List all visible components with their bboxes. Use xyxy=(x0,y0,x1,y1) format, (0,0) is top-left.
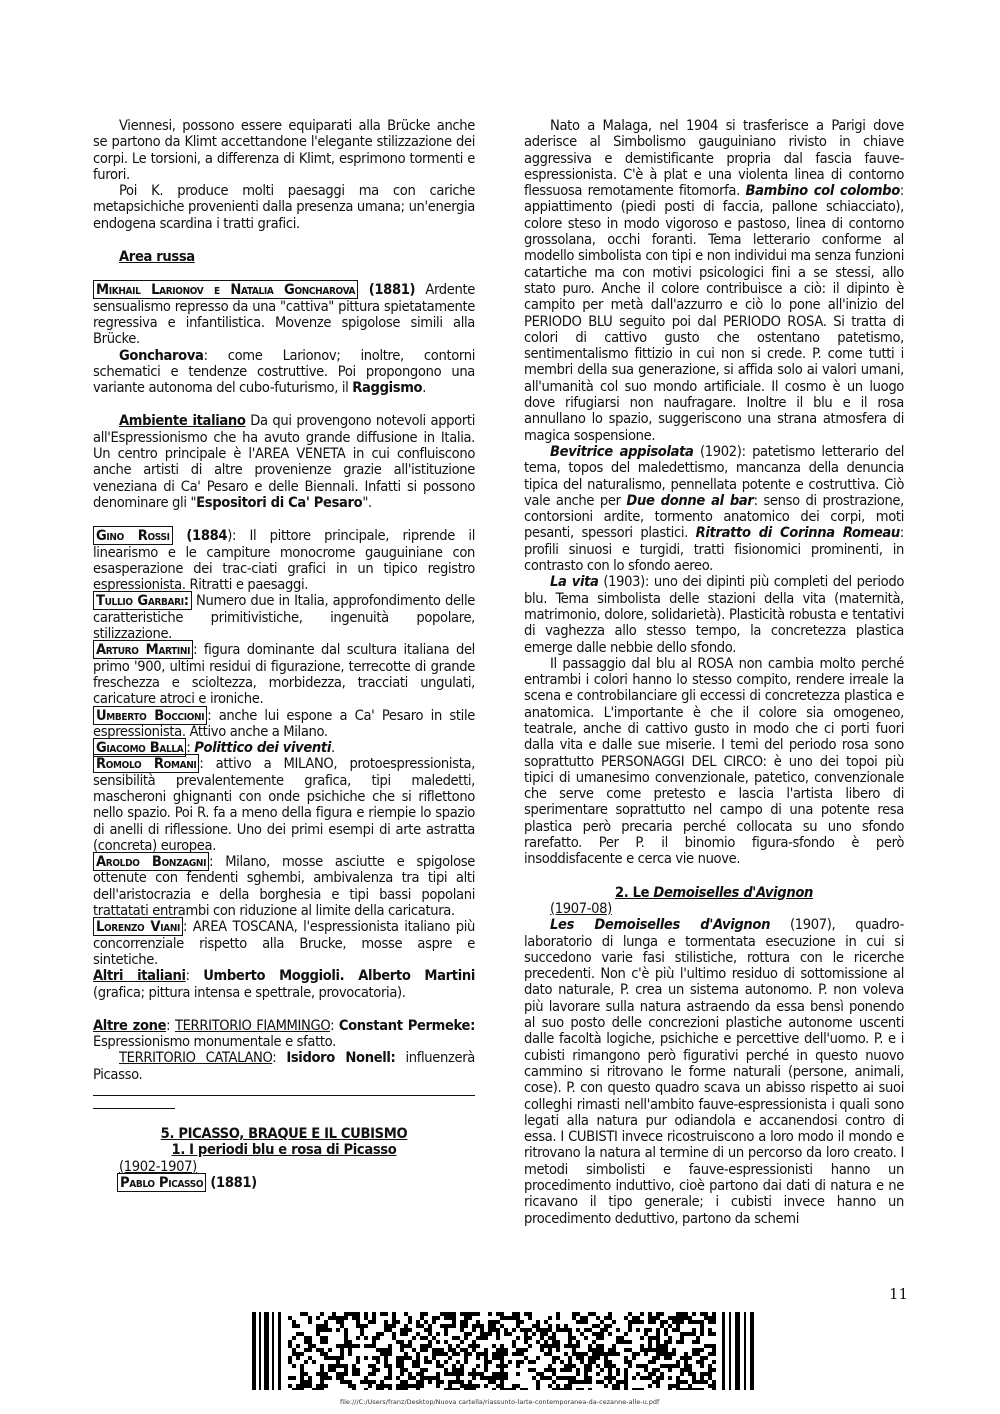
paragraph: La vita (1903): uno dei dipinti più completi del periodo blu. Tema simbolista delle stazioni della vita (maternità, matrimonio, dolore, solidarietà). Plasticità robusta e tentativi di vaghezza allo stesso tempo, la concretezza plastica emerge dalle nebbie dello sfondo. xyxy=(524,573,905,656)
paragraph: TERRITORIO CATALANO: Isidoro Nonell: influenzerà Picasso. xyxy=(93,1049,475,1083)
artist-name: Giacomo Balla xyxy=(93,738,186,757)
paragraph: Nato a Malaga, nel 1904 si trasferisce a Parigi dove aderisce al Simbolismo gauguiniano rivisto in chiave aggressiva e demistificante propria dal fascia fauve-espressionista. C'è à plat e una violenta linea di contorno flessuosa remotamente fitomorfa. Bambino col colombo: appiattimento (piedi posti di faccia, pallone schiacciato), colore steso in modo vigoroso e pastoso, linea di contorno grossolana, occhi foranti. Tema letterario conforme al modello simbolista con tipi e non individui ma senza funzioni catartiche ma con motivi psicologici fini a se stessi, allo stato puro. Anche il colore contribuisce a ciò: il dipinto è campito per metà dall'azzurro e ciò lo pone all'inizio del PERIODO BLU seguito poi dal PERIODO ROSA. Si tratta di colori di cattivo gusto che ostentano patetismo, sentimentalismo fittizio in cui non si crede. P. come tutti i membri della sua generazione, si affida solo ai valori umani, all'umanità col suo mondo artificiale. Il cosmo è un luogo dove rifugiarsi non naufragare. Inoltre il blu e il rosa annullano lo spazio, suggeriscono una strana atmosfera di magica sospensione. xyxy=(524,117,904,444)
artist-entry: Mikhail Larionov e Natalia Goncharova (1881) Ardente sensualismo represso da una "cattiva" pittura spietatamente regressiva e infantilistica. Movenze spigolose simili alla Brücke. xyxy=(93,281,475,348)
artist-name: Aroldo Bonzagni xyxy=(93,852,209,871)
artist-name: Gino Rossi xyxy=(93,526,173,545)
artist-name: Umberto Boccioni xyxy=(93,706,207,725)
artist-entry: Romolo Romani : attivo a MILANO, protoespressionista, sensibilità prevalentemente grafica, tipi maledetti, mascheroni ghignanti con onde psichiche che si riflettono nello spazio. Poi R. fa a meno della figura e riempie lo spazio di anelli di riflessione. Uno dei primi esempi di arte astratta (concreta) europea. xyxy=(93,755,476,854)
divider-line xyxy=(93,1096,175,1109)
artist-entry: Gino Rossi (1884): Il pittore principale, riprende il linearismo e le campiture monocrome gauguiniane con esasperazione dei trac-ciati grafici in un tipico registro espressionista. Ritratti e paesaggi. xyxy=(93,527,475,594)
artist-entry: Giacomo Balla : Polittico dei viventi. xyxy=(93,740,475,756)
artist-entry: Arturo Martini : figura dominante dal scultura italiana del primo '900, ultimi residui di figurazione, terrecotte di grande freschezza e scioltezza, morbidezza, tracciati ungulati, caricature atroci e ironiche. xyxy=(93,641,475,708)
artist-name: Lorenzo Viani xyxy=(93,917,183,936)
artist-entry: Tullio Garbari: Numero due in Italia, approfondimento delle caratteristiche primitivistiche, ingenuità popolare, stilizzazione. xyxy=(93,592,475,643)
paragraph: Les Demoiselles d'Avignon (1907), quadro-laboratorio di lunga e tormentata esecuzione in cui si succedono varie fasi stilistiche, rottura con le ricerche precedenti. Non c'è più l'ultimo residuo di sottomissione al dato naturale, P. crea un sistema autonomo. P. non voleva più lavorare sulla natura astraendo da essa bensì ponendo al suo posto delle concrezioni plastiche autonome uscenti dalle facoltà logiche, psichiche e percettive dell'uomo. P. e i cubisti rimangono però figurativi perché in questo nuovo cammino si ritrovano le forme naturali (persone, animali, cose). P. con questo quadro scava un abisso rispetto ai suoi colleghi rimasti nell'ambito fauve-espressionista i quali sono legati alla natura pur odiandola e accanendosi contro di essa. I CUBISTI invece ricostruiscono a loro modo il mondo e ritrovano la natura al termine di un percorso da loro creato. I metodi simbolisti e fauve-espressionisti hanno un procedimento induttivo, cioè partono dai dati di natura e ne ricavano il tipo generale; i cubisti invece hanno un procedimento deduttivo, partono da schemi xyxy=(524,916,904,1227)
artist-entry: Aroldo Bonzagni : Milano, mosse asciutte e spigolose ottenute con fendenti sghembi, ambivalenza tra tipi alti dell'aristocrazia e della borghesia e tipi bassi popolani trattatati entrambi con riduzione al limite della caricatura. xyxy=(93,853,475,920)
left-column xyxy=(93,118,475,1191)
paragraph: Viennesi, possono essere equiparati alla Brücke anche se partono da Klimt accettandone l'elegante stilizzazione dei corpi. Le torsioni, a differenza di Klimt, esprimono tormenti e furori. xyxy=(93,117,475,183)
divider-line xyxy=(93,1083,475,1096)
barcode-image xyxy=(252,1312,756,1390)
artist-name: Mikhail Larionov e Natalia Goncharova xyxy=(93,280,358,299)
artist-entry: Goncharova: come Larionov; inoltre, contorni schematici e tendenze costruttive. Poi propongono una variante autonoma del cubo-futurismo, il Raggismo. xyxy=(93,346,475,397)
section-heading-ambiente-italiano: Ambiente italiano xyxy=(119,412,246,430)
artist-entry: Pablo Picasso (1881) xyxy=(93,1175,475,1191)
right-column xyxy=(524,118,904,1227)
artist-name: Pablo Picasso xyxy=(117,1173,206,1192)
artist-entry: Altri italiani: Umberto Moggioli. Alberto Martini (grafica; pittura intensa e spettrale, provocatoria). xyxy=(93,967,476,1001)
artist-name: Romolo Romani xyxy=(93,754,199,773)
paragraph: Bevitrice appisolata (1902): patetismo letterario del tema, topos del maledettismo, mancanza della denuncia tipica del naturalismo, pennellata potente e costruttiva. Ciò vale anche per Due donne al bar: senso di prostrazione, contorsioni ardite, tormento anatomico dei corpi, moti pesanti, spessori plastici. Ritratto di Corinna Romeau: profili sinuosi e turgidi, tratti fisionomici prominenti, in contrasto con lo sfondo aereo. xyxy=(524,442,904,575)
period-label: (1902-1907) xyxy=(119,1157,197,1175)
artist-entry: Umberto Boccioni : anche lui espone a Ca' Pesaro in stile espressionista. Attivo anche a Milano. xyxy=(93,706,475,740)
paragraph: Altre zone: TERRITORIO FIAMMINGO: Constant Permeke: Espressionismo monumentale e sfatto. xyxy=(93,1016,475,1051)
page-number: 11 xyxy=(889,1285,909,1303)
artist-name: Tullio Garbari: xyxy=(93,591,192,610)
chapter-subtitle: 2. Le Demoiselles d'Avignon xyxy=(614,883,814,901)
chapter-title: 5. PICASSO, BRAQUE E IL CUBISMO xyxy=(160,1125,408,1143)
file-path-footer: file:///C:/Users/franz/Desktop/Nuova cartella/riassunto-larte-contemporanea-da-cezanne-alle-u.pdf xyxy=(340,1398,660,1406)
paragraph: Il passaggio dal blu al ROSA non cambia molto perché entrambi i colori hanno lo stesso compito, rendere irreale la scena e controbilanciare gli eccessi di concretezza plastica e anatomica. L'importante è che il colore sia omogeneo, teatrale, anche di cattivo gusto in modo che ci porti fuori dalla vita e dalle sue miserie. I temi del periodo rosa sono soprattutto PERSONAGGI DEL CIRCO: è uno dei topoi più tipici di umanesimo convenzionale, patetico, convenzionale che serve come pretesto e lascia l'artista libero di sperimentare soprattutto nel campo di una potente resa plastica però precaria perché collocata su uno sfondo rarefatto. Per P. il binomio figura-sfondo è però insoddisfacente e cerca vie nuove. xyxy=(524,654,904,868)
period-label: (1907-08) xyxy=(550,899,612,917)
artist-name: Arturo Martini xyxy=(93,640,193,659)
section-heading-area-russa: Area russa xyxy=(119,248,195,266)
paragraph: Poi K. produce molti paesaggi ma con cariche metapsichiche provenienti dalla presenza umana; un'energia endogena scardina i tratti grafici. xyxy=(93,182,475,232)
artist-entry: Lorenzo Viani : AREA TOSCANA, l'espressionista italiano più concorrenziale rispetto alla Brucke, mosse aspre e sintetiche. xyxy=(93,918,475,968)
chapter-subtitle: 1. I periodi blu e rosa di Picasso xyxy=(171,1141,397,1159)
paragraph: Ambiente italiano Da qui provengono notevoli apporti all'Espressionismo che ha avuto grande diffusione in Italia. Un centro principale è l'AREA VENETA in cui confluiscono anche artisti di altre provenienze grazie all'istituzione veneziana di Ca' Pesaro e delle Biennali. Infatti si possono denominare gli "Espositori di Ca' Pesaro". xyxy=(93,412,475,511)
